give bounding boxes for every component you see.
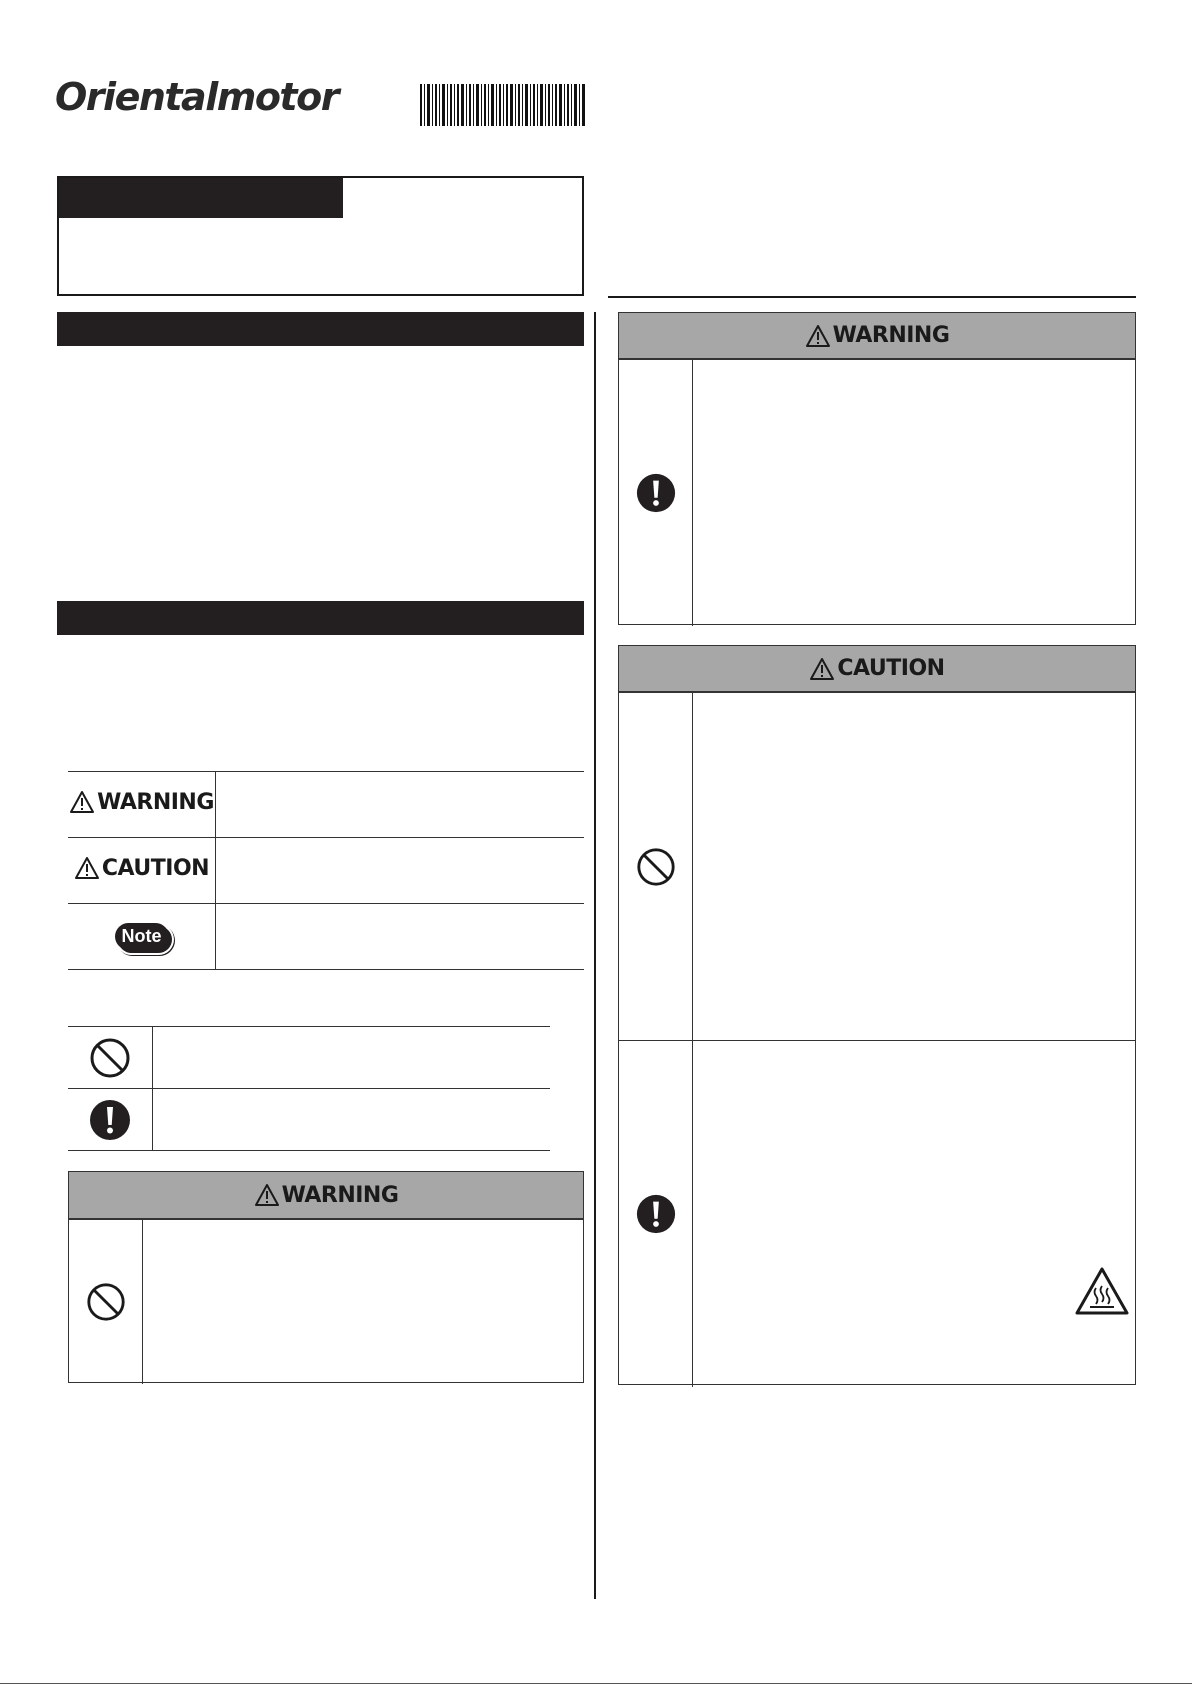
document-title-box xyxy=(57,176,584,296)
caution-item-prohibition xyxy=(619,692,1135,1040)
symbol-description xyxy=(153,1089,551,1151)
warning-label: WARNING xyxy=(69,790,214,815)
legend-row-warning xyxy=(68,772,584,838)
caution-box-right xyxy=(618,645,1136,1385)
warning-box-header: WARNING xyxy=(69,1172,583,1219)
legend-row-caution xyxy=(68,838,584,904)
barcode xyxy=(420,84,585,126)
warning-box-left xyxy=(68,1171,584,1383)
signal-word-legend xyxy=(68,771,584,970)
brand-logo: Orientalmotor xyxy=(55,75,338,119)
prohibition-icon xyxy=(635,846,677,888)
symbol-row-prohibition xyxy=(68,1027,550,1089)
symbol-legend xyxy=(68,1026,550,1151)
column-divider xyxy=(594,312,596,1599)
title-tab xyxy=(59,178,343,218)
warning-triangle-icon xyxy=(254,1183,280,1207)
mandatory-action-icon xyxy=(635,472,677,514)
caution-item-text xyxy=(693,693,1135,1040)
section-bar-2 xyxy=(57,601,584,635)
legend-description xyxy=(216,772,585,838)
warning-box-header: WARNING xyxy=(619,313,1135,359)
warning-item xyxy=(619,359,1135,626)
warning-triangle-icon xyxy=(805,324,831,348)
legend-row-note xyxy=(68,904,584,970)
section-bar-1 xyxy=(57,312,584,346)
mandatory-action-icon xyxy=(635,1193,677,1235)
caution-label: CAUTION xyxy=(74,856,209,881)
legend-description xyxy=(216,904,585,970)
warning-triangle-icon xyxy=(69,790,95,814)
warning-triangle-icon xyxy=(74,856,100,880)
caution-item-mandatory xyxy=(619,1040,1135,1387)
symbol-row-mandatory xyxy=(68,1089,550,1151)
warning-item-text xyxy=(693,360,1135,626)
prohibition-icon xyxy=(88,1036,132,1080)
note-badge: Note xyxy=(115,923,169,950)
warning-item xyxy=(69,1219,583,1384)
prohibition-icon xyxy=(85,1281,127,1323)
symbol-description xyxy=(153,1027,551,1089)
caution-box-header: CAUTION xyxy=(619,646,1135,692)
page-bottom-rule xyxy=(0,1683,1192,1684)
warning-triangle-icon xyxy=(809,657,835,681)
warning-box-right xyxy=(618,312,1136,625)
legend-description xyxy=(216,838,585,904)
warning-item-text xyxy=(143,1220,583,1384)
header-rule xyxy=(608,296,1136,298)
caution-item-text xyxy=(693,1041,1135,1387)
mandatory-action-icon xyxy=(88,1098,132,1142)
hot-surface-icon xyxy=(1074,1266,1130,1316)
